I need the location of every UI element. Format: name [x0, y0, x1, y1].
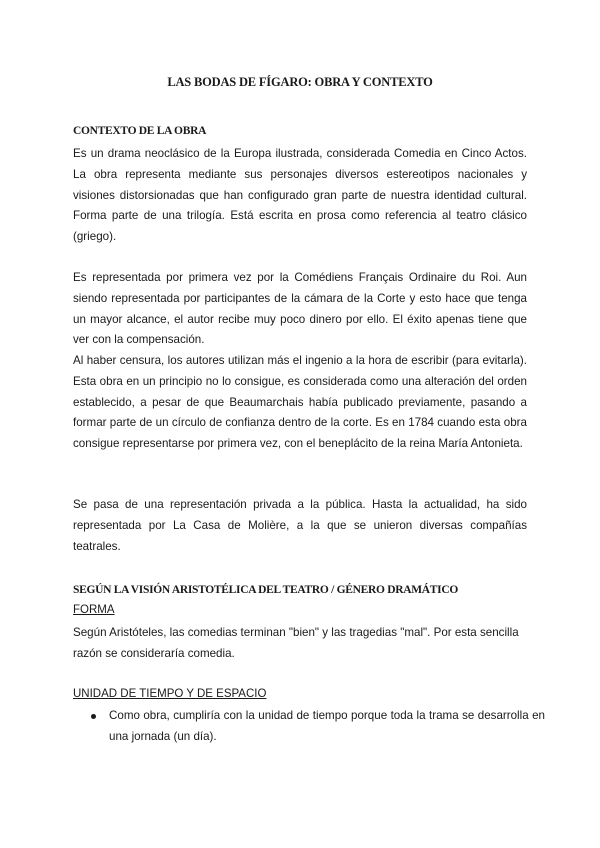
- list-item: [91, 706, 545, 748]
- document-title: LAS BODAS DE FÍGARO: OBRA Y CONTEXTO: [167, 75, 433, 89]
- subheading-unidad: UNIDAD DE TIEMPO Y DE ESPACIO: [73, 688, 267, 700]
- paragraph-3: Al haber censura, los autores utilizan más el ingenio a la hora de escribir (para evitarla). Esta obra en un principio no lo consigue, es considerada como una alteración del orden establecido, a pesar de que Beaumarchais había publicado previamente, pasando a formar parte de un círculo de confianza dentro de la corte. Es en 1784 cuando esta obra consigue representarse por primera vez, con el beneplácito de la reina María Antonieta.: [73, 354, 527, 451]
- paragraph-2: Es representada por primera vez por la Comédiens Français Ordinaire du Roi. Aun siendo representada por participantes de la cámara de la Corte y esto hace que tenga un mayor alcance, el autor recibe muy poco dinero por ello. El éxito apenas tiene que ver con la compensación.: [73, 271, 527, 347]
- paragraph-1: Es un drama neoclásico de la Europa ilustrada, considerada Comedia en Cinco Actos. La obra representa mediante sus personajes diversos estereotipos nacionales y visiones distorsionadas que han configurado gran parte de nuestra identidad cultural. Forma parte de una trilogía. Está escrita en prosa como referencia al teatro clásico (griego).: [73, 147, 527, 244]
- section-heading-aristotelica: SEGÚN LA VISIÓN ARISTOTÉLICA DEL TEATRO / GÉNERO DRAMÁTICO: [73, 584, 458, 596]
- bullet-icon: [91, 714, 96, 719]
- paragraph-forma: Según Aristóteles, las comedias terminan "bien" y las tragedias "mal". Por esta sencilla razón se consideraría comedia.: [73, 626, 519, 660]
- list-item-text: Como obra, cumpliría con la unidad de tiempo porque toda la trama se desarrolla en una jornada (un día).: [109, 709, 545, 743]
- paragraph-4: Se pasa de una representación privada a la pública. Hasta la actualidad, ha sido representada por La Casa de Molière, a la que se unieron diversas compañías teatrales.: [73, 498, 527, 553]
- subheading-forma: FORMA: [73, 604, 115, 616]
- section-heading-contexto: CONTEXTO DE LA OBRA: [73, 125, 207, 137]
